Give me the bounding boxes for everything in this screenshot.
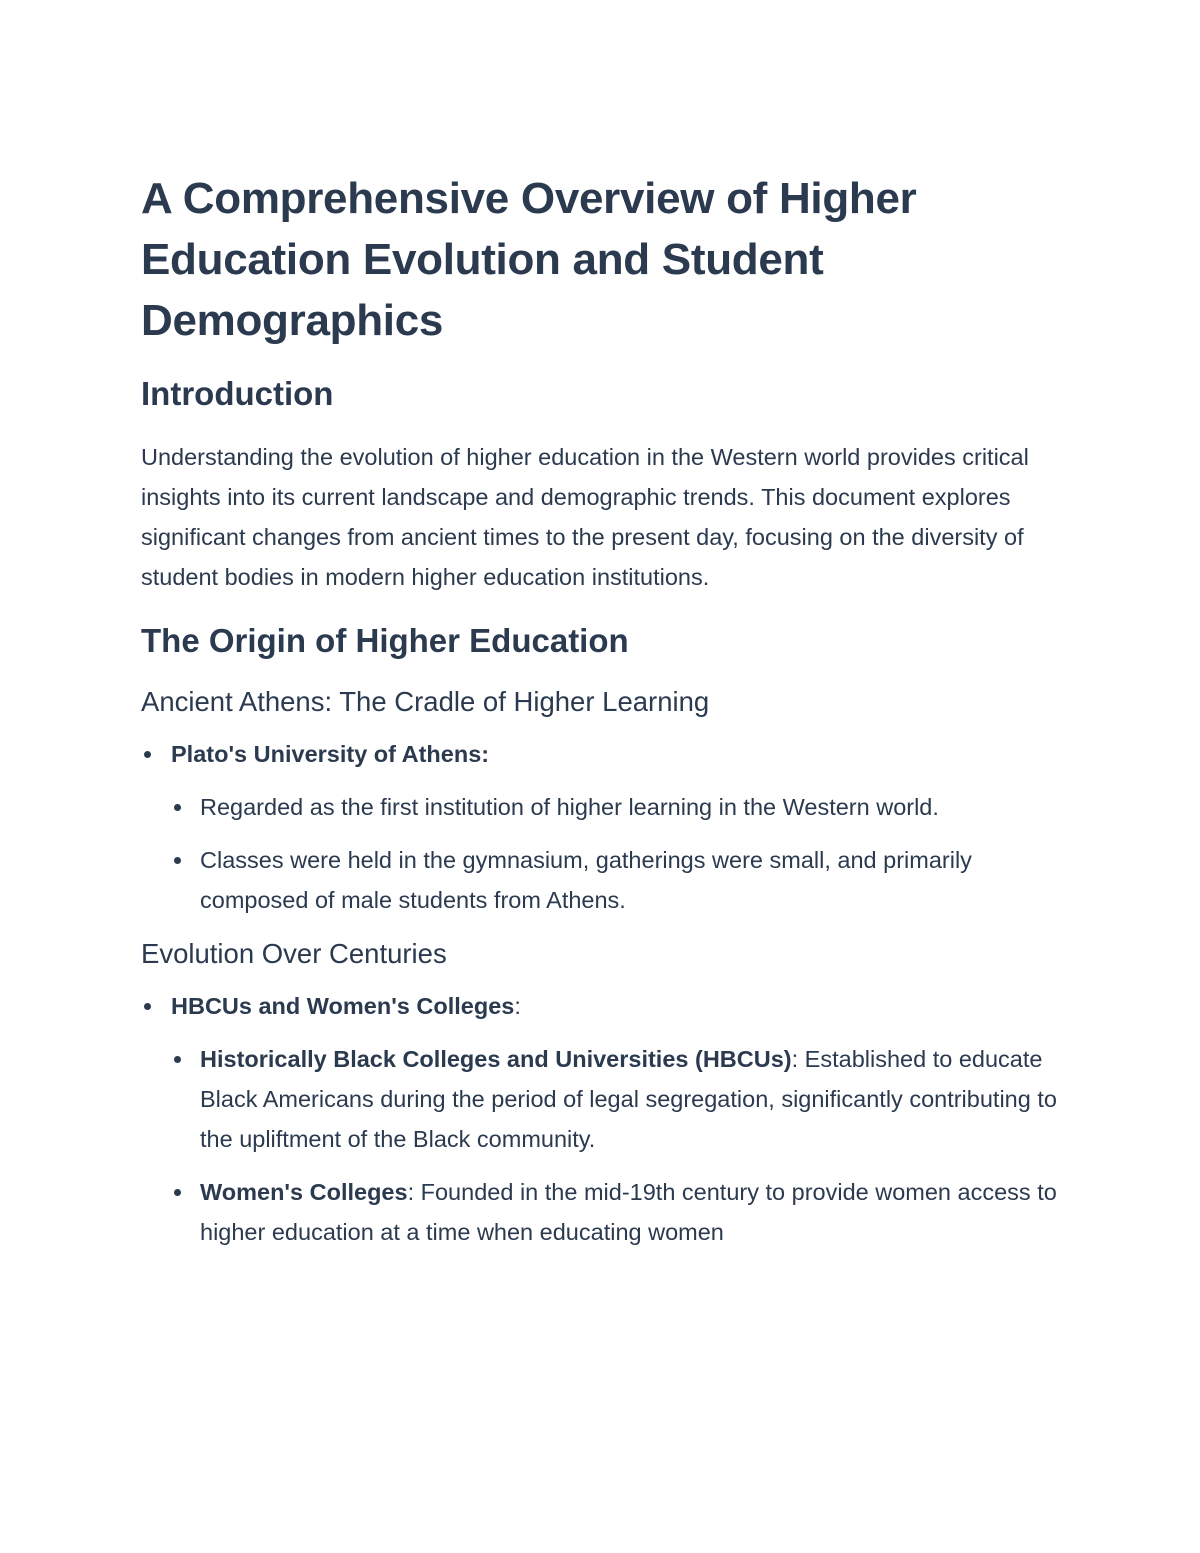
list-item-hbcus-womens-colleges	[141, 986, 1071, 1252]
sublist-item: Regarded as the first institution of higher learning in the Western world.	[171, 787, 1071, 827]
sublist-item-label: Historically Black Colleges and Universities (HBCUs)	[200, 1046, 792, 1072]
sublist-item-text: : Established to educate Black Americans during the period of legal segregation, significantly contributing to the upliftment of the Black community.	[200, 1046, 1057, 1152]
introduction-paragraph: Understanding the evolution of higher education in the Western world provides critical insights into its current landscape and demographic trends. This document explores significant changes from ancient times to the present day, focusing on the diversity of student bodies in modern higher education institutions.	[141, 444, 1029, 590]
athens-subheading: Ancient Athens: The Cradle of Higher Learning	[141, 686, 710, 717]
origin-heading: The Origin of Higher Education	[141, 622, 629, 659]
list-item-platos-university	[141, 734, 1071, 920]
sublist-item-womens-colleges	[171, 1172, 1071, 1252]
evolution-sublist	[171, 1039, 1071, 1252]
list-item-colon: :	[514, 993, 521, 1019]
evolution-list	[141, 986, 1071, 1252]
sublist-item-hbcus	[171, 1039, 1071, 1159]
athens-list	[141, 734, 1071, 920]
evolution-subheading: Evolution Over Centuries	[141, 938, 447, 969]
sublist-item-label: Women's Colleges	[200, 1179, 408, 1205]
document-page	[141, 168, 1071, 1252]
list-item-line	[171, 734, 1071, 774]
introduction-heading: Introduction	[141, 375, 334, 412]
sublist-item-text: : Founded in the mid-19th century to provide women access to higher education at a time when educating women	[200, 1179, 1057, 1245]
athens-sublist	[171, 787, 1071, 920]
list-item-colon: :	[481, 741, 490, 767]
sublist-item: Classes were held in the gymnasium, gatherings were small, and primarily composed of male students from Athens.	[171, 840, 1071, 920]
list-item-label: HBCUs and Women's Colleges	[171, 993, 515, 1019]
list-item-label: Plato's University of Athens	[171, 741, 482, 767]
document-title: A Comprehensive Overview of Higher Education Evolution and Student Demographics	[141, 174, 917, 345]
list-item-line	[171, 986, 1071, 1026]
